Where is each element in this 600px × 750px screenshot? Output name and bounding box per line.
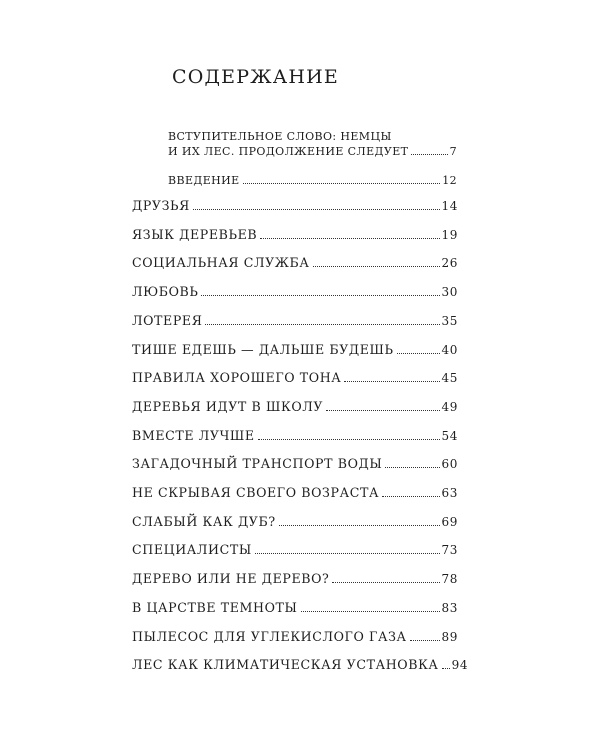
page-number: 69 bbox=[441, 514, 458, 529]
page-number: 54 bbox=[441, 428, 458, 443]
toc-entry-chapter[interactable] bbox=[132, 284, 458, 300]
dot-leader bbox=[260, 238, 439, 239]
chapter-title: ТИШЕ ЕДЕШЬ — ДАЛЬШЕ БУДЕШЬ bbox=[132, 341, 394, 357]
dot-leader bbox=[382, 496, 439, 497]
dot-leader bbox=[193, 209, 440, 210]
dot-leader bbox=[243, 183, 441, 184]
chapter-title: ВМЕСТЕ ЛУЧШЕ bbox=[132, 427, 255, 443]
chapter-title: СПЕЦИАЛИСТЫ bbox=[132, 542, 252, 558]
chapter-title: ЛЮБОВЬ bbox=[132, 284, 199, 300]
chapter-title: ЛОТЕРЕЯ bbox=[132, 312, 203, 328]
dot-leader bbox=[411, 154, 447, 155]
toc-entry-chapter[interactable] bbox=[132, 657, 469, 673]
dot-leader bbox=[201, 295, 439, 296]
toc-title: СОДЕРЖАНИЕ bbox=[172, 66, 339, 88]
toc-entry-foreword-line1 bbox=[168, 130, 457, 144]
dot-leader bbox=[301, 611, 440, 612]
dot-leader bbox=[385, 467, 439, 468]
page-number: 45 bbox=[441, 371, 458, 386]
page-number: 40 bbox=[441, 342, 458, 357]
page-number: 35 bbox=[441, 313, 458, 328]
page-number: 83 bbox=[441, 600, 458, 615]
page-number: 63 bbox=[441, 486, 458, 500]
toc-entry-chapter[interactable] bbox=[132, 370, 458, 386]
dot-leader bbox=[410, 640, 440, 641]
chapter-title: ДЕРЕВЬЯ ИДУТ В ШКОЛУ bbox=[132, 398, 324, 414]
toc-entry-chapter[interactable] bbox=[132, 198, 458, 214]
dot-leader bbox=[255, 553, 440, 554]
toc-entry-chapter[interactable] bbox=[132, 629, 458, 645]
chapter-title: В ЦАРСТВЕ ТЕМНОТЫ bbox=[132, 599, 298, 615]
page-number: 26 bbox=[441, 256, 458, 271]
dot-leader bbox=[332, 582, 439, 583]
toc-entry-chapter[interactable] bbox=[132, 600, 458, 616]
toc-entry-chapter[interactable] bbox=[132, 428, 458, 444]
dot-leader bbox=[397, 353, 440, 354]
chapter-title: ДЕРЕВО ИЛИ НЕ ДЕРЕВО? bbox=[132, 571, 330, 587]
toc-entry-chapter[interactable] bbox=[132, 514, 458, 530]
dot-leader bbox=[205, 324, 439, 325]
dot-leader bbox=[313, 266, 440, 267]
page-number: 94 bbox=[451, 658, 469, 673]
foreword-title-line2: И ИХ ЛЕС. ПРОДОЛЖЕНИЕ СЛЕДУЕТ bbox=[168, 145, 409, 158]
chapter-title: СОЦИАЛЬНАЯ СЛУЖБА bbox=[132, 255, 310, 271]
page-number: 19 bbox=[441, 227, 458, 242]
chapter-title: НЕ СКРЫВАЯ СВОЕГО ВОЗРАСТА bbox=[132, 485, 380, 500]
chapter-title: ЛЕС КАК КЛИМАТИЧЕСКАЯ УСТАНОВКА bbox=[132, 657, 439, 673]
chapter-title: ДРУЗЬЯ bbox=[132, 198, 190, 213]
toc-entry-chapter[interactable] bbox=[132, 456, 458, 472]
page-number: 60 bbox=[441, 457, 458, 472]
toc-entry-chapter[interactable] bbox=[132, 399, 458, 415]
page-number: 30 bbox=[441, 285, 458, 300]
page-number: 89 bbox=[441, 629, 458, 644]
toc-entry-chapter[interactable] bbox=[132, 255, 458, 271]
dot-leader bbox=[326, 410, 439, 411]
introduction-title: ВВЕДЕНИЕ bbox=[168, 174, 240, 187]
foreword-title-line1: ВСТУПИТЕЛЬНОЕ СЛОВО: НЕМЦЫ bbox=[168, 130, 392, 143]
toc-entry-chapter[interactable] bbox=[132, 571, 458, 587]
dot-leader bbox=[258, 439, 440, 440]
toc-entry-chapter[interactable] bbox=[132, 542, 458, 558]
toc-entry-foreword[interactable] bbox=[168, 145, 457, 159]
page-number: 7 bbox=[449, 145, 457, 158]
page-number: 73 bbox=[441, 543, 458, 558]
dot-leader bbox=[442, 668, 450, 669]
page-number: 12 bbox=[442, 174, 457, 187]
chapter-title: СЛАБЫЙ КАК ДУБ? bbox=[132, 513, 276, 529]
chapter-title: ЯЗЫК ДЕРЕВЬЕВ bbox=[132, 226, 258, 242]
toc-entry-introduction[interactable] bbox=[168, 174, 457, 188]
page-number: 49 bbox=[441, 399, 458, 414]
toc-entry-chapter[interactable] bbox=[132, 485, 458, 501]
toc-entry-chapter[interactable] bbox=[132, 342, 458, 358]
chapter-title: ПРАВИЛА ХОРОШЕГО ТОНА bbox=[132, 370, 342, 386]
chapter-title: ПЫЛЕСОС ДЛЯ УГЛЕКИСЛОГО ГАЗА bbox=[132, 628, 407, 644]
page-number: 14 bbox=[441, 199, 458, 213]
page-number: 78 bbox=[441, 572, 458, 587]
toc-entry-chapter[interactable] bbox=[132, 227, 458, 243]
chapter-title: ЗАГАДОЧНЫЙ ТРАНСПОРТ ВОДЫ bbox=[132, 456, 383, 472]
dot-leader bbox=[279, 525, 440, 526]
dot-leader bbox=[344, 381, 439, 382]
toc-entry-chapter[interactable] bbox=[132, 313, 458, 329]
